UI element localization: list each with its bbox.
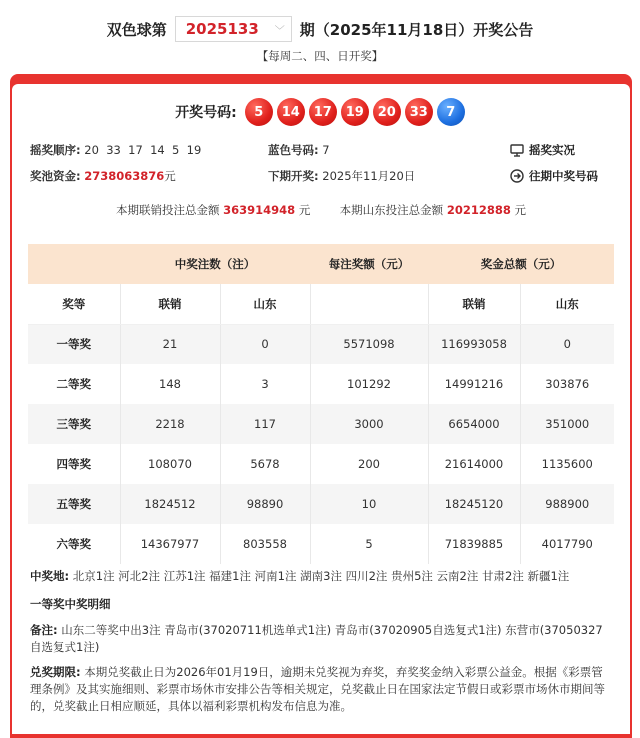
- table-row: 六等奖 14367977 803558 5 71839885 4017790: [28, 524, 614, 564]
- remark: 备注: 山东二等奖中出3注 青岛市(37020711机选单式1注) 青岛市(37020905自选复式1注) 东营市(37050327自选复式1注): [30, 623, 603, 654]
- result-card: [12, 84, 630, 734]
- red-ball: 19: [341, 98, 369, 126]
- blue-number: 蓝色号码: 7: [268, 143, 330, 157]
- first-prize-detail-heading: 一等奖中奖明细: [30, 597, 111, 611]
- winner-regions: 中奖地: 北京1注 河北2注 江苏1注 福建1注 河南1注 湖南3注 四川2注 贵州5注 云南2注 甘肃2注 新疆1注: [30, 569, 570, 583]
- red-ball: 17: [309, 98, 337, 126]
- page-header: [0, 14, 640, 64]
- table-row: 一等奖 21 0 5571098 116993058 0: [28, 324, 614, 364]
- table-row: 二等奖 148 3 101292 14991216 303876: [28, 364, 614, 404]
- title-suffix: 期（2025年11月18日）开奖公告: [299, 20, 534, 39]
- issue-number: 2025133: [185, 20, 259, 38]
- column-header: [310, 284, 428, 324]
- live-draw-link[interactable]: 摇奖实况: [510, 142, 575, 158]
- monitor-icon: [510, 144, 524, 157]
- prize-pool: 奖池资金: 2738063876元: [30, 169, 176, 183]
- arrow-circle-icon: [510, 169, 524, 183]
- table-row: 五等奖 1824512 98890 10 18245120 988900: [28, 484, 614, 524]
- next-draw: 下期开奖: 2025年11月20日: [268, 169, 416, 183]
- table-row: 三等奖 2218 117 3000 6654000 351000: [28, 404, 614, 444]
- national-sales: 363914948: [223, 203, 296, 217]
- title-prefix: 双色球第: [106, 20, 167, 39]
- result-panel: [10, 74, 632, 738]
- winning-numbers-label: 开奖号码:: [175, 105, 237, 121]
- draw-schedule: 【每周二、四、日开奖】: [256, 49, 384, 63]
- red-ball: 20: [373, 98, 401, 126]
- winners-count-header: 中奖注数（注）: [120, 244, 310, 284]
- table-sub-header: [28, 284, 614, 324]
- red-ball: 14: [277, 98, 305, 126]
- claim-deadline: 兑奖期限: 本期兑奖截止日为2026年01月19日，逾期未兑奖视为弃奖，弃奖奖金纳入彩票公益金。根据《彩票管理条例》及其实施细则、彩票市场休市安排公告等相关规定，兑奖截止日在国家法定节假日或彩票市场休市期间等的，兑奖截止日相应顺延，具体以福利彩票机构发布信息为准。: [30, 665, 605, 713]
- total-prize-header: 奖金总额（元）: [428, 244, 614, 284]
- chevron-down-icon: ﹀: [274, 25, 285, 37]
- blue-ball: 7: [437, 98, 465, 126]
- winning-numbers: [12, 98, 630, 126]
- issue-select[interactable]: [175, 16, 292, 42]
- table-row: 四等奖 108070 5678 200 21614000 1135600: [28, 444, 614, 484]
- column-header: 山东: [220, 284, 310, 324]
- column-header: 奖等: [28, 284, 120, 324]
- column-header: 联销: [120, 284, 220, 324]
- shandong-sales: 20212888: [446, 203, 511, 217]
- red-ball: 5: [245, 98, 273, 126]
- prize-table: [28, 244, 614, 564]
- sales-summary: 本期联销投注总金额 363914948 元 本期山东投注总金额 20212888 元: [116, 203, 526, 217]
- table-group-header: [28, 244, 614, 284]
- column-header: 联销: [428, 284, 520, 324]
- draw-order: 摇奖顺序: 20 33 17 14 5 19: [30, 143, 202, 157]
- page-title: [0, 14, 640, 44]
- per-prize-header: 每注奖额（元）: [310, 244, 428, 284]
- column-header: 山东: [520, 284, 614, 324]
- red-ball: 33: [405, 98, 433, 126]
- history-link[interactable]: 往期中奖号码: [510, 168, 598, 184]
